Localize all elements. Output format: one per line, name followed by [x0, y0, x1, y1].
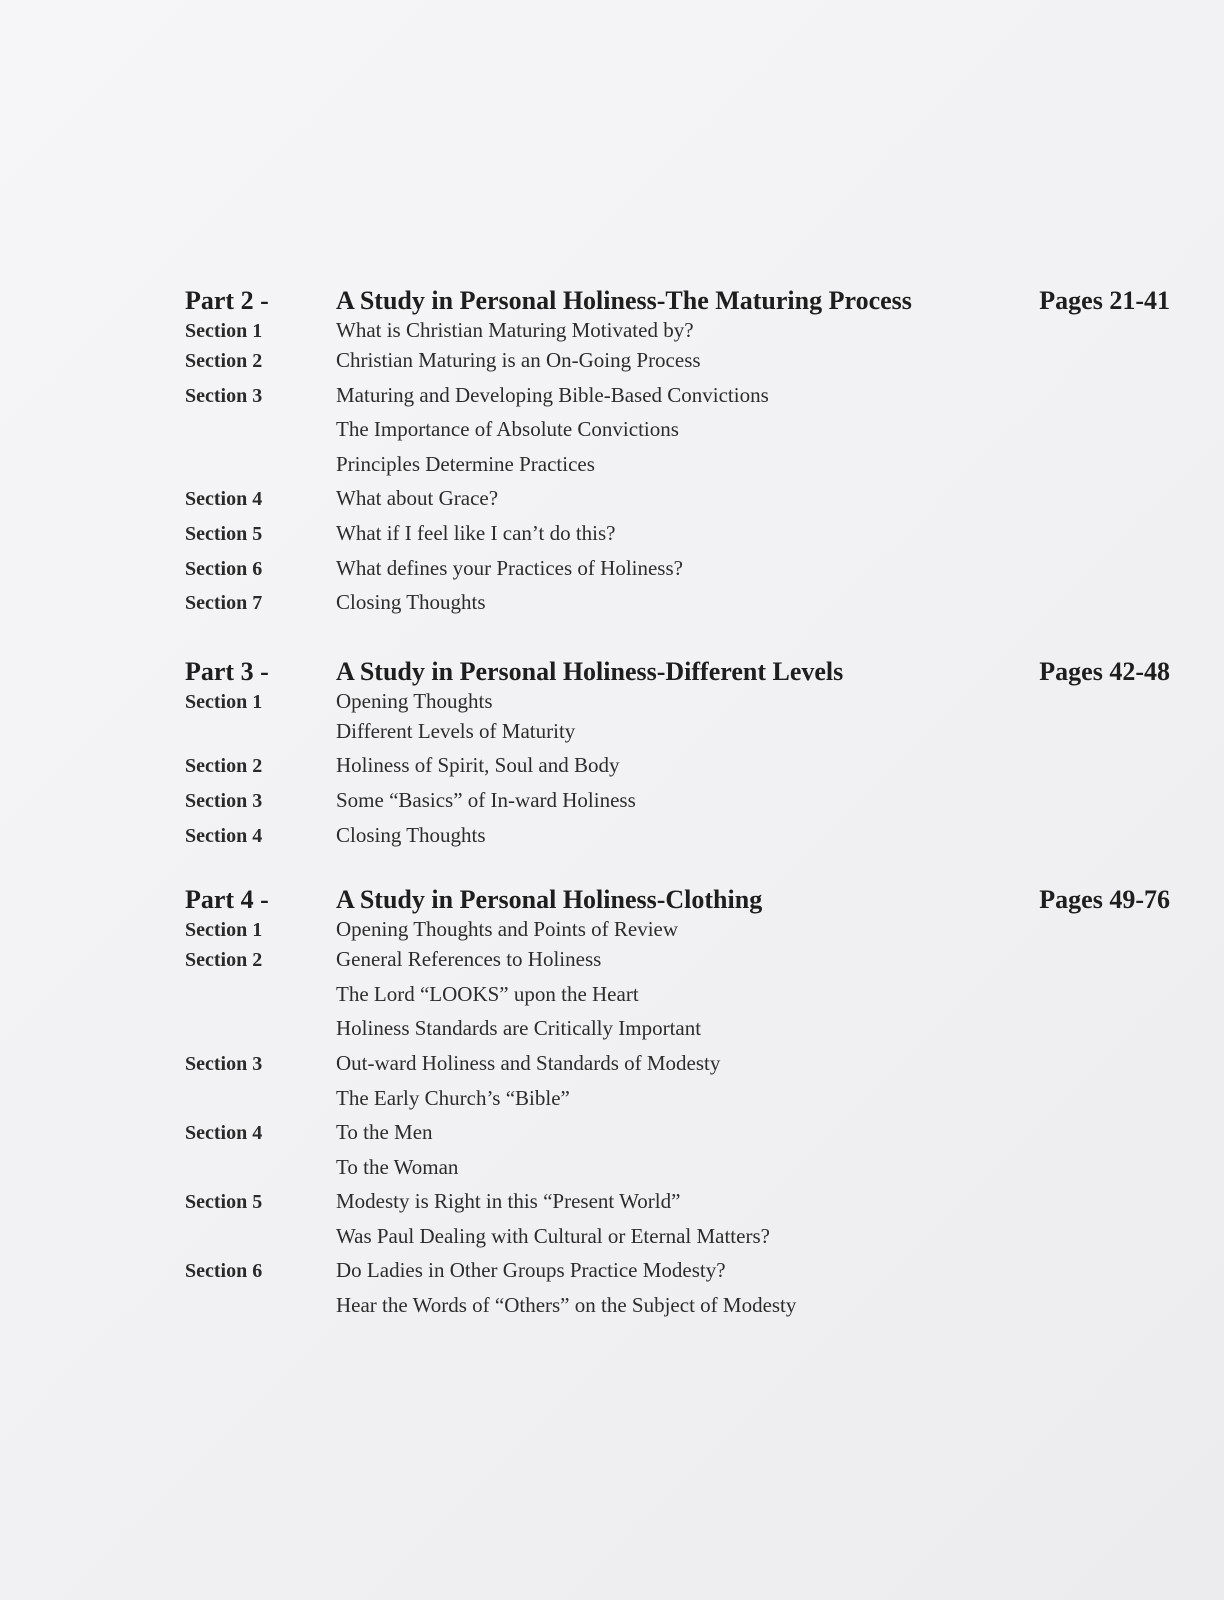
section-title: The Lord “LOOKS” upon the Heart [336, 981, 639, 1006]
section-label: Section 4 [185, 824, 263, 847]
toc-row [185, 823, 1170, 858]
section-title: The Early Church’s “Bible” [336, 1085, 570, 1110]
part-heading [185, 657, 1170, 689]
section-label: Section 6 [185, 557, 263, 580]
section-title: Different Levels of Maturity [336, 718, 576, 743]
part-pages: Pages 49-76 [1039, 885, 1170, 915]
toc-row [185, 982, 1170, 1017]
toc-row [185, 1293, 1170, 1328]
section-label: Section 2 [185, 350, 263, 372]
part-heading [185, 885, 1170, 917]
section-title: What defines your Practices of Holiness? [336, 555, 683, 580]
section-label: Section 3 [185, 1052, 263, 1075]
toc-row [185, 486, 1170, 521]
toc-row [185, 521, 1170, 556]
section-title: Holiness Standards are Critically Important [336, 1016, 702, 1041]
part-title: A Study in Personal Holiness-Different Levels [336, 656, 844, 686]
part-label: Part 4 - [185, 885, 269, 915]
toc-row [185, 318, 1170, 348]
toc-row [185, 947, 1170, 982]
section-label: Section 5 [185, 1191, 263, 1214]
section-label: Section 1 [185, 690, 263, 713]
section-title: To the Men [336, 1120, 433, 1145]
toc-row [185, 1258, 1170, 1293]
section-title: Some “Basics” of In-ward Holiness [336, 787, 636, 812]
part-title: A Study in Personal Holiness-The Maturing Process [336, 286, 912, 315]
section-label: Section 6 [185, 1260, 263, 1283]
section-title: To the Woman [336, 1154, 459, 1179]
toc-row [185, 1155, 1170, 1190]
section-label: Section 1 [185, 320, 263, 342]
section-label: Section 4 [185, 488, 263, 511]
toc-row [185, 753, 1170, 788]
section-title: General References to Holiness [336, 947, 602, 972]
part-label: Part 2 - [185, 286, 269, 315]
section-label: Section 7 [185, 592, 263, 615]
section-title: Maturing and Developing Bible-Based Convictions [336, 382, 769, 407]
part-pages: Pages 42-48 [1039, 656, 1170, 686]
toc-row [185, 452, 1170, 487]
section-title: Modesty is Right in this “Present World” [336, 1189, 681, 1214]
table-of-contents [185, 286, 1170, 1356]
toc-row [185, 788, 1170, 823]
section-title: Holiness of Spirit, Soul and Body [336, 753, 620, 778]
section-label: Section 3 [185, 789, 263, 812]
section-label: Section 2 [185, 949, 263, 972]
part-label: Part 3 - [185, 656, 269, 686]
section-label: Section 2 [185, 755, 263, 778]
section-label: Section 4 [185, 1122, 263, 1145]
toc-row [185, 719, 1170, 754]
toc-row [185, 1086, 1170, 1121]
section-title: Principles Determine Practices [336, 451, 595, 476]
section-title: Opening Thoughts [336, 688, 493, 713]
section-label: Section 3 [185, 384, 263, 407]
section-title: Out-ward Holiness and Standards of Modesty [336, 1050, 721, 1075]
part-pages: Pages 21-41 [1039, 286, 1170, 315]
toc-row [185, 348, 1170, 383]
part-title: A Study in Personal Holiness-Clothing [336, 885, 763, 915]
toc-row [185, 1224, 1170, 1259]
part-3-block [185, 657, 1170, 857]
section-title: What if I feel like I can’t do this? [336, 520, 616, 545]
toc-row [185, 590, 1170, 625]
section-title: Do Ladies in Other Groups Practice Modesty? [336, 1258, 726, 1283]
section-title: Opening Thoughts and Points of Review [336, 917, 679, 942]
toc-row [185, 1120, 1170, 1155]
toc-row [185, 1016, 1170, 1051]
part-2-block [185, 286, 1170, 625]
toc-row [185, 1189, 1170, 1224]
part-4-block [185, 885, 1170, 1328]
section-title: Christian Maturing is an On-Going Process [336, 348, 701, 372]
section-title: Closing Thoughts [336, 590, 486, 615]
toc-row [185, 1051, 1170, 1086]
section-title: Hear the Words of “Others” on the Subject of Modesty [336, 1293, 797, 1318]
toc-row [185, 917, 1170, 947]
section-label: Section 1 [185, 919, 263, 942]
section-label: Section 5 [185, 522, 263, 545]
section-title: The Importance of Absolute Convictions [336, 417, 679, 442]
section-title: Was Paul Dealing with Cultural or Eternal Matters? [336, 1223, 770, 1248]
section-title: What about Grace? [336, 486, 499, 511]
toc-row [185, 556, 1170, 591]
part-heading [185, 286, 1170, 318]
toc-row [185, 417, 1170, 452]
toc-row [185, 689, 1170, 719]
section-title: What is Christian Maturing Motivated by? [336, 318, 694, 342]
toc-row [185, 383, 1170, 418]
section-title: Closing Thoughts [336, 822, 486, 847]
